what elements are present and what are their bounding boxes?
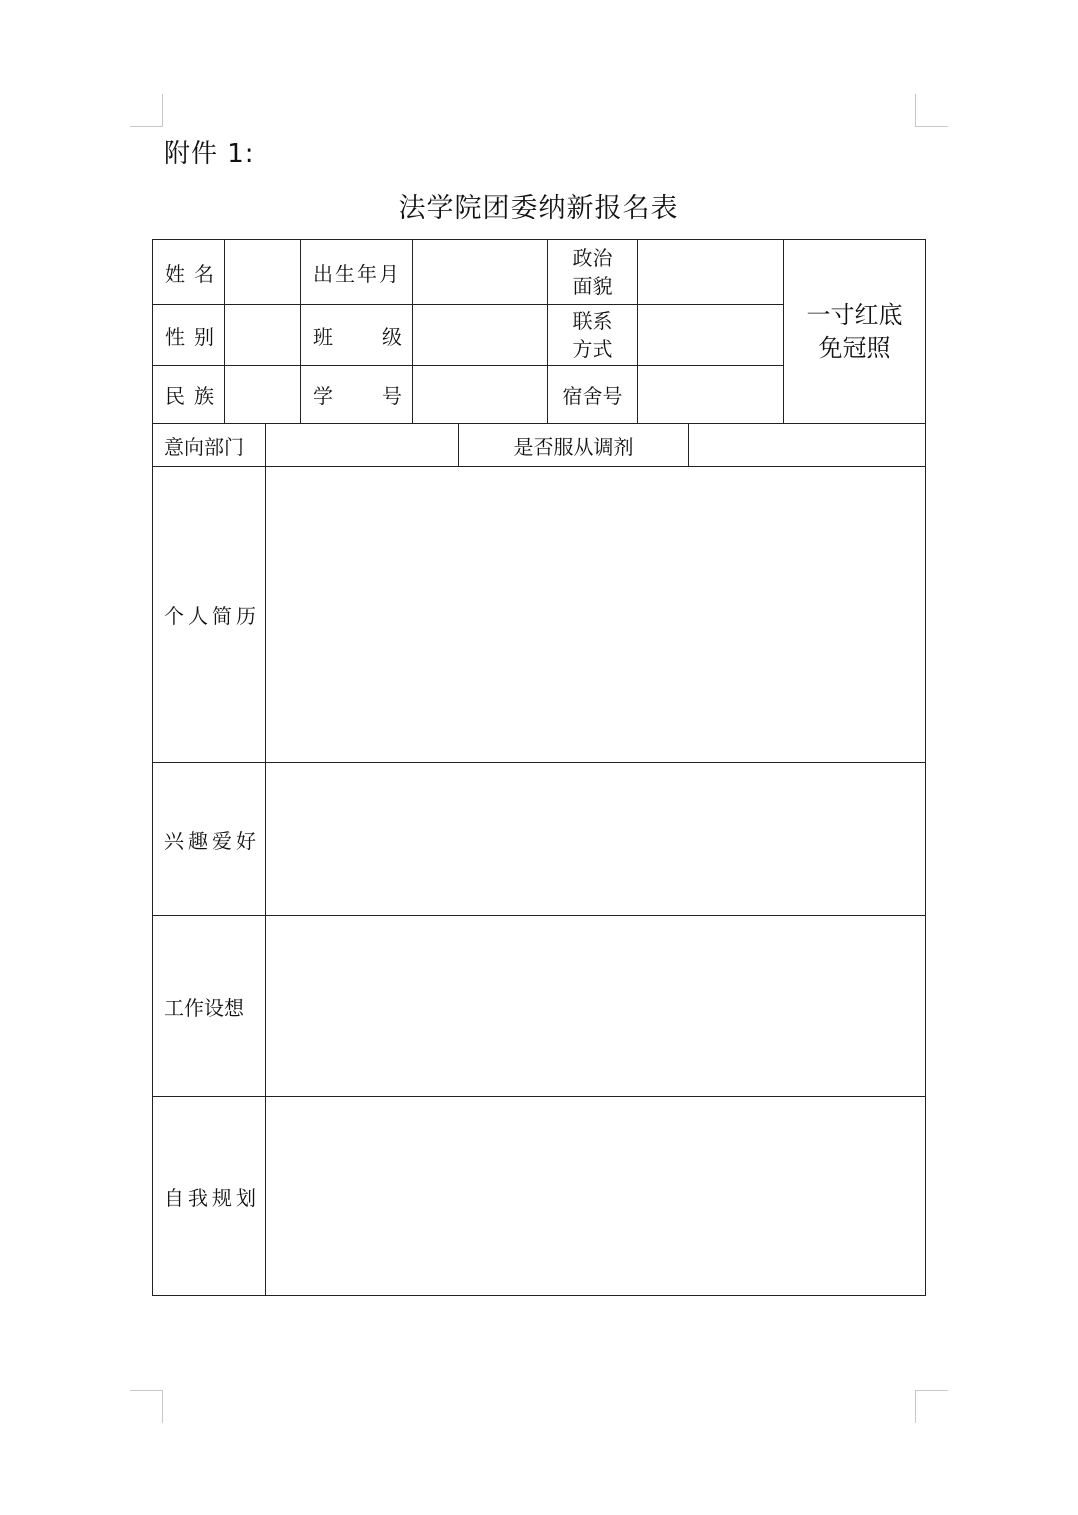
ethnicity-label-cell	[153, 366, 225, 424]
hobbies-field[interactable]	[266, 763, 926, 916]
class-label-char-1: 班	[313, 324, 333, 349]
crop-mark-bottom-right	[915, 1390, 948, 1423]
self-plan-label: 自我规划	[153, 1097, 266, 1296]
name-label-char-1: 姓	[165, 261, 185, 286]
personal-info-table	[152, 239, 926, 424]
political-label	[548, 240, 638, 305]
ethnicity-label-char-2: 族	[194, 384, 214, 408]
name-field[interactable]	[225, 240, 301, 305]
birth-label-text: 出生年月	[313, 261, 401, 286]
student-id-field[interactable]	[413, 366, 548, 424]
ethnicity-label-char-1: 民	[165, 384, 185, 408]
application-details-table	[152, 423, 926, 1296]
accept-adjustment-label: 是否服从调剂	[459, 424, 689, 467]
gender-field[interactable]	[225, 305, 301, 366]
student-id-label-char-2: 号	[382, 384, 402, 408]
resume-label: 个人简历	[153, 467, 266, 763]
ethnicity-field[interactable]	[225, 366, 301, 424]
gender-label-char-1: 性	[165, 324, 185, 349]
name-label-char-2: 名	[194, 261, 214, 286]
dorm-field[interactable]	[638, 366, 784, 424]
crop-mark-top-left	[130, 94, 163, 127]
class-label-char-2: 级	[382, 324, 402, 349]
intended-department-label: 意向部门	[153, 424, 266, 467]
contact-field[interactable]	[638, 305, 784, 366]
photo-note-line-1: 一寸红底	[806, 300, 903, 329]
dorm-label: 宿舍号	[548, 366, 638, 424]
work-ideas-label: 工作设想	[153, 916, 266, 1097]
resume-field[interactable]	[266, 467, 926, 763]
political-field[interactable]	[638, 240, 784, 305]
birth-field[interactable]	[413, 240, 548, 305]
contact-label-line-2: 方式	[572, 337, 613, 361]
photo-box[interactable]	[784, 240, 926, 424]
name-label-cell	[153, 240, 225, 305]
page-title: 法学院团委纳新报名表	[398, 193, 679, 224]
work-ideas-field[interactable]	[266, 916, 926, 1097]
birth-label	[301, 240, 413, 305]
contact-label-line-1: 联系	[572, 309, 613, 333]
accept-adjustment-field[interactable]	[689, 424, 926, 467]
political-label-line-1: 政治	[572, 246, 613, 270]
student-id-label-cell	[301, 366, 413, 424]
crop-mark-top-right	[915, 94, 948, 127]
class-field[interactable]	[413, 305, 548, 366]
intended-department-field[interactable]	[266, 424, 459, 467]
political-label-line-2: 面貌	[572, 274, 613, 298]
self-plan-field[interactable]	[266, 1097, 926, 1296]
attachment-label: 附件 1:	[164, 139, 255, 169]
student-id-label-char-1: 学	[313, 384, 333, 408]
photo-note-line-2: 免冠照	[818, 333, 891, 362]
crop-mark-bottom-left	[130, 1390, 163, 1423]
gender-label-char-2: 别	[194, 324, 214, 349]
class-label-cell	[301, 305, 413, 366]
contact-label	[548, 305, 638, 366]
gender-label-cell	[153, 305, 225, 366]
hobbies-label: 兴趣爱好	[153, 763, 266, 916]
